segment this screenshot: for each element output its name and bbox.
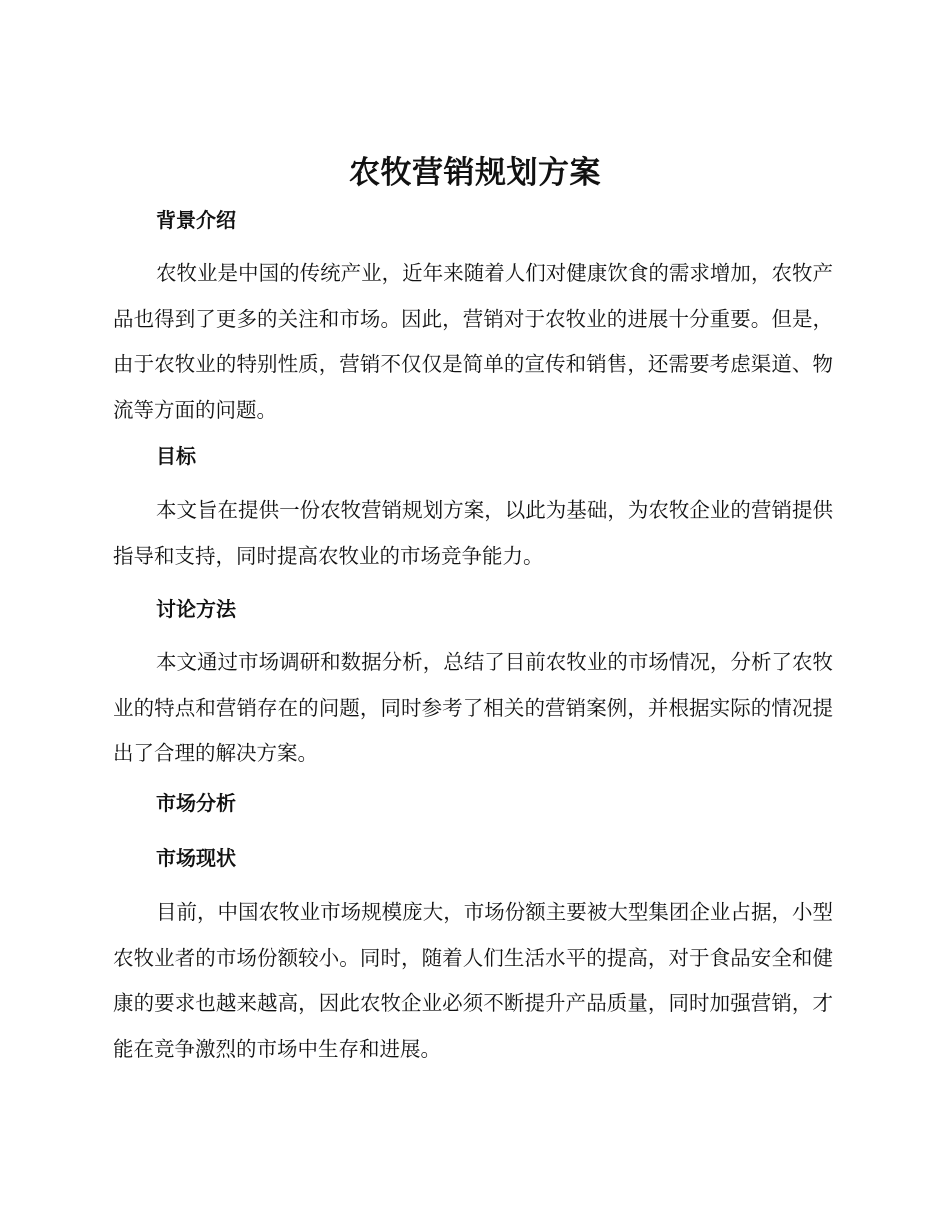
paragraph-line: 要。但是，由于农牧业的特别性质，营销不仅仅是简单的宣传和销售，还需 <box>113 306 834 376</box>
section-background <box>113 206 833 234</box>
section-heading-market-status: 市场现状 <box>156 846 236 870</box>
paragraph-background <box>113 251 833 433</box>
paragraph-line: 农牧业的特点和营销存在的问题，同时参考了相关的营销案例，并根据实际 <box>113 650 833 720</box>
paragraph-line: 提供指导和支持，同时提高农牧业的市场竞争能力。 <box>113 498 833 568</box>
section-market-analysis <box>113 789 833 817</box>
paragraph-line: 本文通过市场调研和数据分析，总结了目前农牧业的市场情况，分析了 <box>156 650 792 674</box>
section-heading-background: 背景介绍 <box>156 208 236 232</box>
section-market-status <box>113 844 833 872</box>
section-goal-body <box>113 488 833 579</box>
paragraph-line: 目前，中国农牧业市场规模庞大，市场份额主要被大型集团企业占据， <box>156 900 792 924</box>
paragraph-method <box>113 640 833 777</box>
paragraph-line: 农牧业是中国的传统产业，近年来随着人们对健康饮食的需求增加，农 <box>156 261 792 285</box>
section-heading-method: 讨论方法 <box>156 597 236 621</box>
paragraph-line: 加强营销，才能在竞争激烈的市场中生存和进展。 <box>113 991 834 1061</box>
section-method-body <box>113 640 833 777</box>
document-title: 农牧营销规划方案 <box>349 155 601 191</box>
paragraph-line: 要考虑渠道、物流等方面的问题。 <box>113 352 834 422</box>
section-heading-market-analysis: 市场分析 <box>156 791 236 815</box>
section-goal <box>113 442 833 470</box>
section-market-status-body <box>113 890 833 1072</box>
paragraph-line: 牧产品也得到了更多的关注和市场。因此，营销对于农牧业的进展十分重 <box>113 261 833 331</box>
paragraph-line: 安全和健康的要求也越来越高，因此农牧企业必须不断提升产品质量，同时 <box>113 945 834 1015</box>
paragraph-line: 的情况提出了合理的解决方案。 <box>113 695 834 765</box>
section-method <box>113 595 833 623</box>
section-heading-goal: 目标 <box>156 444 196 468</box>
paragraph-line: 本文旨在提供一份农牧营销规划方案，以此为基础，为农牧企业的营销 <box>156 498 792 522</box>
paragraph-market-status <box>113 890 833 1072</box>
paragraph-line: 小型农牧业者的市场份额较小。同时，随着人们生活水平的提高，对于食品 <box>113 900 833 970</box>
section-background-body <box>113 251 833 433</box>
paragraph-goal <box>113 488 833 579</box>
